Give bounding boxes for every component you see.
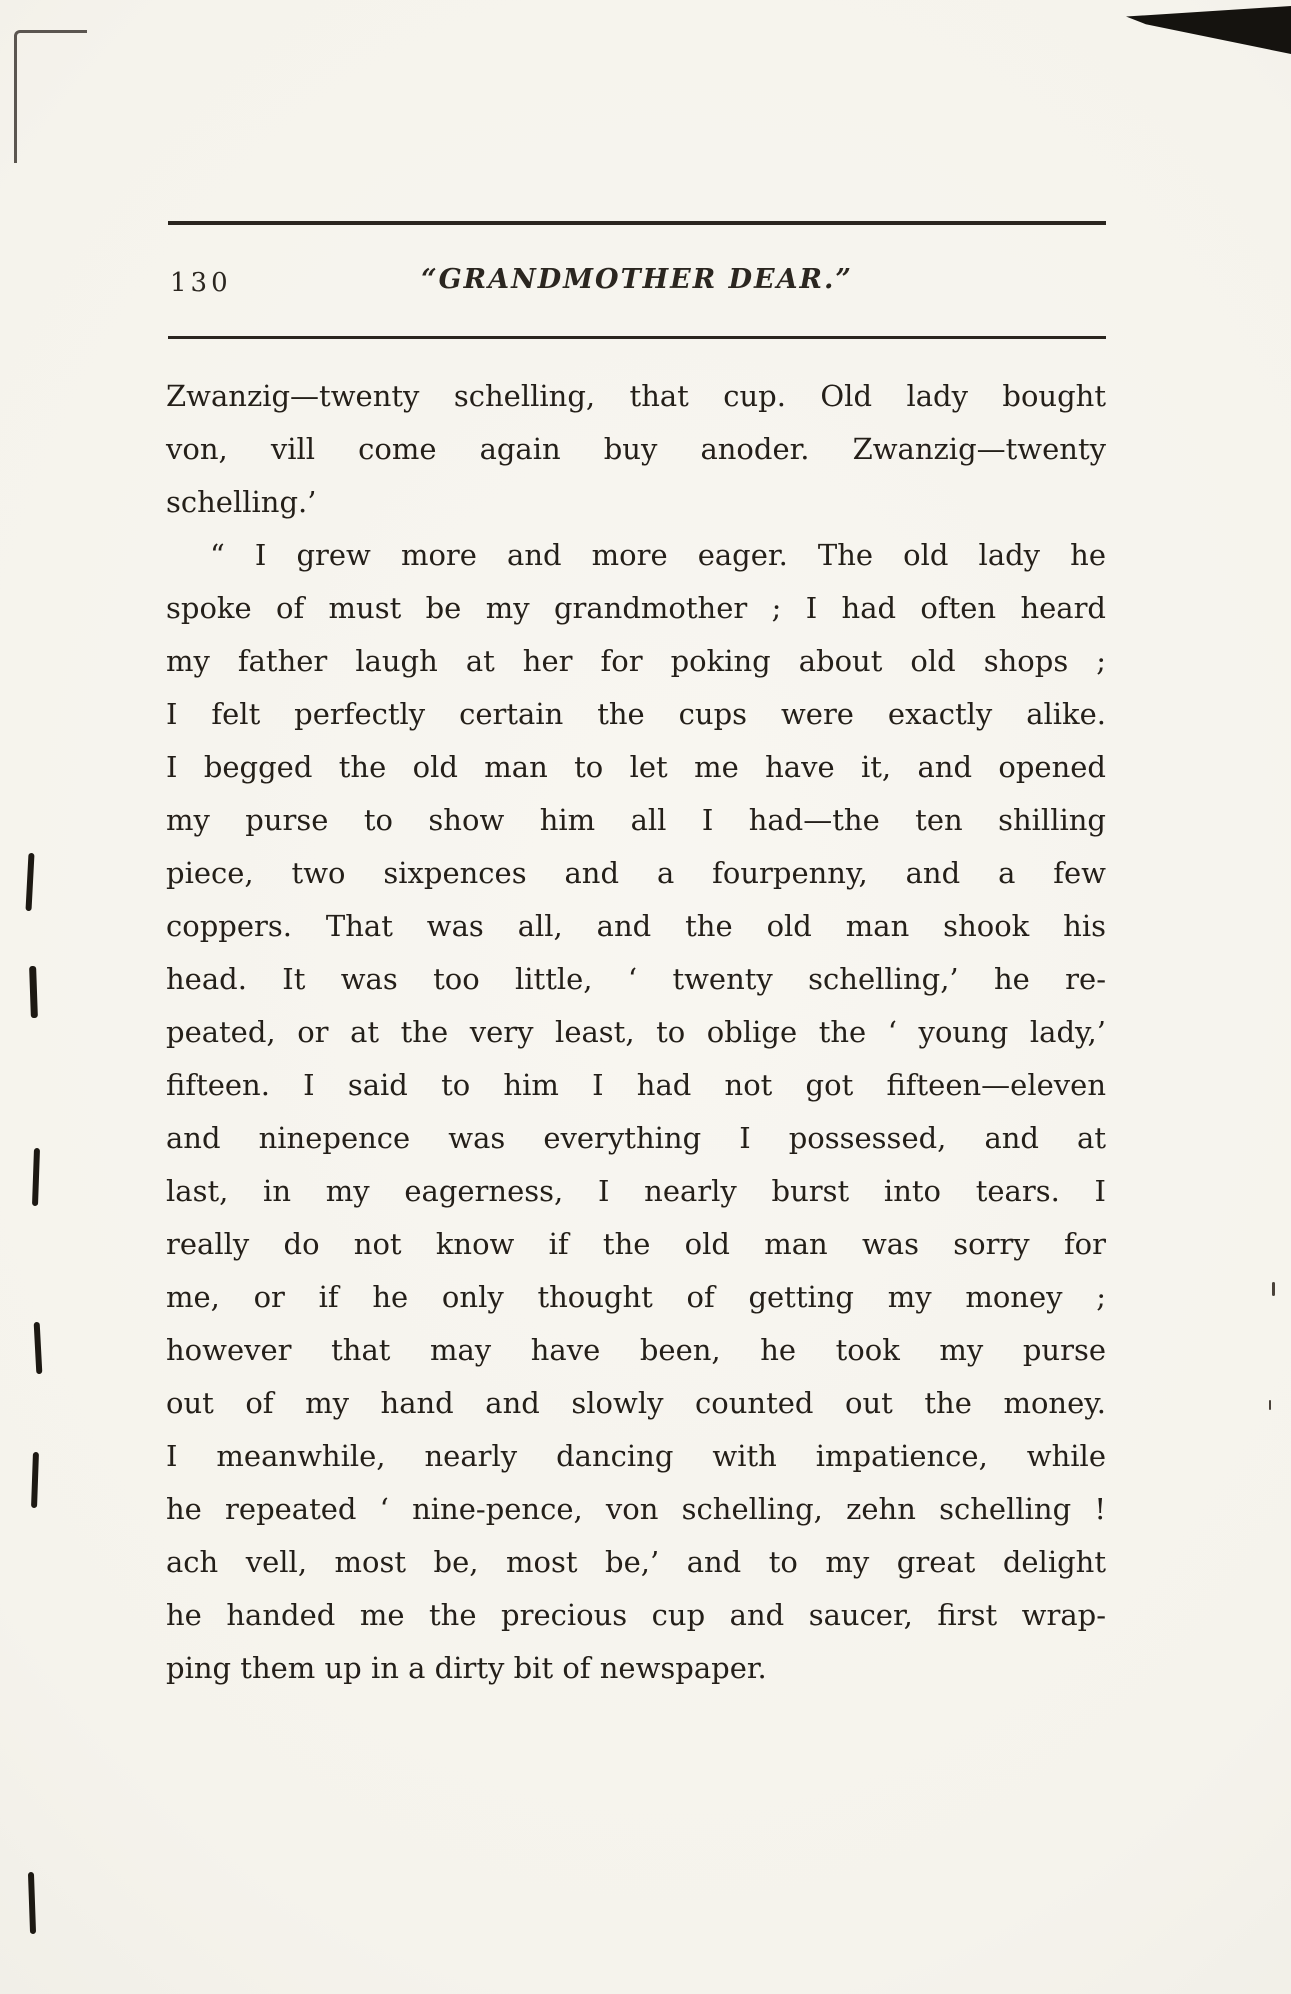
text-line: he repeated ‘ nine-pence, von schelling, zehn schelling ! [166, 1492, 1106, 1526]
binding-ink-mark [25, 853, 34, 911]
text-line: head. It was too little, ‘ twenty schelling,’ he re- [166, 962, 1106, 996]
running-title: “GRANDMOTHER DEAR.” [421, 264, 853, 295]
binding-ink-mark [31, 1452, 39, 1508]
header-bottom-rule [168, 336, 1106, 339]
scan-speck [1272, 1282, 1275, 1296]
page-edge-artifact [14, 30, 87, 163]
text-line: my father laugh at her for poking about old shops ; [166, 644, 1106, 678]
page-corner-shadow-artifact [1126, 6, 1291, 54]
binding-ink-mark [34, 1322, 43, 1374]
text-line: peated, or at the very least, to oblige the ‘ young lady,’ [166, 1015, 1106, 1049]
page-body [166, 370, 1106, 1695]
text-line: ach vell, most be, most be,’ and to my great delight [166, 1545, 1106, 1579]
binding-ink-mark [29, 966, 38, 1018]
text-line: I felt perfectly certain the cups were exactly alike. [166, 697, 1106, 731]
text-line: and ninepence was everything I possessed, and at [166, 1121, 1106, 1155]
text-line: fifteen. I said to him I had not got fifteen—eleven [166, 1068, 1106, 1102]
scan-speck [1269, 1400, 1271, 1410]
page-number: 130 [170, 268, 232, 298]
text-line: von, vill come again buy anoder. Zwanzig—twenty [166, 432, 1106, 466]
text-line: I meanwhile, nearly dancing with impatience, while [166, 1439, 1106, 1473]
binding-ink-mark [32, 1148, 40, 1206]
running-header [168, 262, 1106, 310]
text-line: he handed me the precious cup and saucer, first wrap- [166, 1598, 1106, 1632]
text-line: really do not know if the old man was sorry for [166, 1227, 1106, 1261]
text-line: “ I grew more and more eager. The old lady he [210, 538, 1106, 572]
text-line: last, in my eagerness, I nearly burst into tears. I [166, 1174, 1106, 1208]
text-line: my purse to show him all I had—the ten shilling [166, 803, 1106, 837]
text-line: however that may have been, he took my purse [166, 1333, 1106, 1367]
text-line: schelling.’ [166, 485, 317, 519]
text-line: coppers. That was all, and the old man shook his [166, 909, 1106, 943]
header-top-rule [168, 221, 1106, 225]
binding-ink-mark [28, 1872, 36, 1934]
text-line: piece, two sixpences and a fourpenny, and a few [166, 856, 1106, 890]
text-line: Zwanzig—twenty schelling, that cup. Old lady bought [166, 379, 1106, 413]
text-line: out of my hand and slowly counted out the money. [166, 1386, 1106, 1420]
text-line: me, or if he only thought of getting my money ; [166, 1280, 1106, 1314]
text-line: ping them up in a dirty bit of newspaper. [166, 1651, 767, 1685]
text-line: I begged the old man to let me have it, and opened [166, 750, 1106, 784]
text-line: spoke of must be my grandmother ; I had often heard [166, 591, 1106, 625]
